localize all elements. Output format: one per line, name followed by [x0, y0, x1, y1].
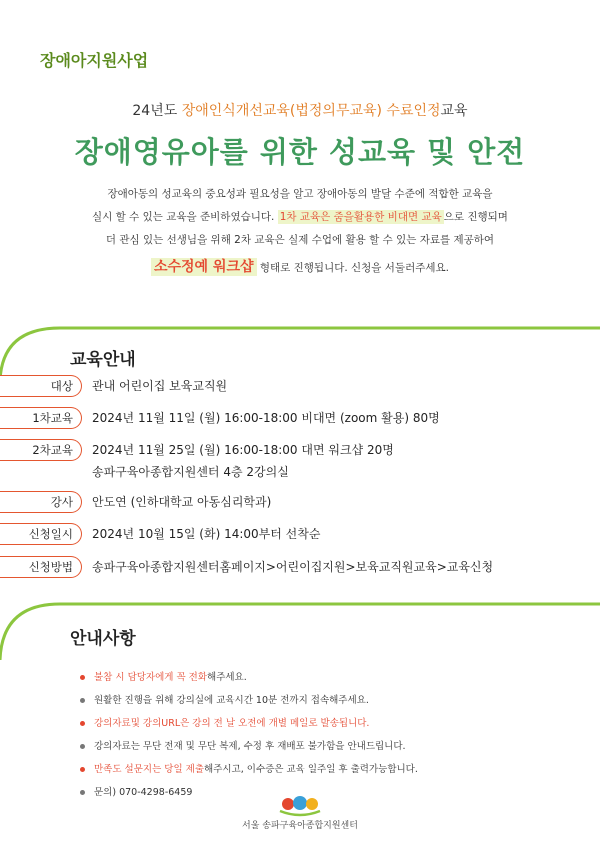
info-label: 대상 [0, 375, 82, 397]
note-item [80, 758, 560, 781]
note-text: 원활한 진행을 위해 강의실에 교육시간 10분 전까지 접속해주세요. [94, 695, 369, 706]
info-label: 1차교육 [0, 407, 82, 429]
intro-line-3: 더 관심 있는 선생님을 위해 2차 교육은 실제 수업에 활용 할 수 있는 자료를 제공하여 [105, 234, 495, 246]
note-emphasis: 만족도 설문지는 당일 제출 [94, 764, 205, 775]
info-value: 관내 어린이집 보육교직원 [92, 379, 228, 393]
info-row [0, 491, 600, 515]
center-logo [272, 795, 328, 817]
subtitle-suffix: 교육 [440, 103, 468, 119]
intro-line-4 [40, 256, 560, 280]
info-label: 강사 [0, 491, 82, 513]
note-emphasis: 불참 시 담당자에게 꼭 전화 [94, 672, 208, 683]
subtitle-highlight: 장애인식개선교육(법정의무교육) 수료인정 [181, 103, 441, 119]
info-value: 2024년 11월 25일 (월) 16:00-18:00 대면 워크샵 20명 [92, 443, 394, 457]
note-text: 문의) 070-4298-6459 [94, 787, 193, 798]
subtitle [0, 100, 600, 120]
notes-section-title: 안내사항 [70, 629, 136, 649]
info-value: 2024년 11월 11일 (월) 16:00-18:00 비대면 (zoom 활용) 80명 [92, 411, 440, 425]
note-text: 해주세요. [207, 672, 247, 683]
bullet-icon [80, 790, 85, 795]
bullet-icon [80, 744, 85, 749]
info-row [0, 523, 600, 547]
program-tag: 장애아지원사업 [40, 51, 149, 70]
intro-line-2-highlight: 1차 교육은 줌을활용한 비대면 교육 [279, 211, 442, 223]
bullet-icon [80, 675, 85, 680]
workshop-highlight: 소수정예 워크샵 [151, 258, 257, 276]
intro-line-4-b: 형태로 진행됩니다. 신청을 서둘러주세요. [256, 262, 449, 274]
note-item [80, 712, 560, 735]
bullet-icon [80, 721, 85, 726]
intro-line-1: 장애아동의 성교육의 중요성과 필요성을 알고 장애아동의 발달 수준에 적합한 교육을 [107, 188, 493, 200]
note-text: 강의자료는 무단 전재 및 무단 복제, 수정 후 재배포 불가함을 안내드립니다. [94, 741, 406, 752]
info-row [0, 439, 600, 479]
info-section-title: 교육안내 [70, 350, 136, 370]
note-item [80, 735, 560, 758]
info-value: 2024년 10월 15일 (화) 14:00부터 선착순 [92, 527, 321, 541]
info-row [0, 375, 600, 399]
bullet-icon [80, 767, 85, 772]
note-text: 해주시고, 이수증은 교육 일주일 후 출력가능합니다. [204, 764, 418, 775]
org-name: 서울 송파구육아종합지원센터 [242, 821, 358, 831]
note-emphasis: 강의자료및 강의URL은 강의 전 날 오전에 개별 메일로 발송됩니다. [94, 718, 370, 729]
info-value: 송파구육아종합지원센터홈페이지>어린이집지원>보육교직원교육>교육신청 [92, 560, 494, 574]
intro-line-2 [40, 206, 560, 229]
note-item [80, 689, 560, 712]
intro-line-2-a: 실시 할 수 있는 교육을 준비하였습니다. [92, 211, 278, 223]
info-row [0, 556, 600, 580]
intro-line-2-c: 으로 진행되며 [443, 211, 508, 223]
note-item [80, 666, 560, 689]
info-label: 신청방법 [0, 556, 82, 578]
subtitle-prefix: 24년도 [132, 103, 182, 119]
info-label: 2차교육 [0, 439, 82, 461]
info-value-secondary: 송파구육아종합지원센터 4층 2강의실 [92, 465, 289, 479]
page-title: 장애영유아를 위한 성교육 및 안전 [74, 135, 526, 169]
notes-list [80, 666, 560, 804]
info-value: 안도연 (인하대학교 아동심리학과) [92, 495, 272, 509]
info-row [0, 407, 600, 431]
info-label: 신청일시 [0, 523, 82, 545]
intro-text [40, 183, 560, 280]
bullet-icon [80, 698, 85, 703]
